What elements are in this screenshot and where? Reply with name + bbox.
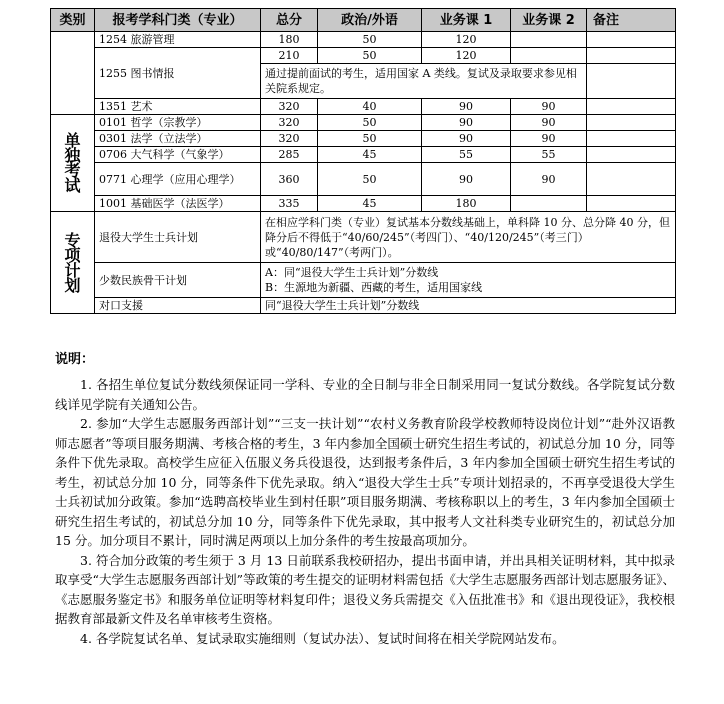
- course1-cell: 120: [422, 32, 511, 48]
- category-cell-single-exam: [51, 115, 95, 212]
- remark-cell: [587, 163, 676, 196]
- remark-merged-cell: 同“退役大学生士兵计划”分数线: [261, 298, 676, 314]
- remark-cell: [587, 48, 676, 64]
- total-cell: 285: [261, 147, 318, 163]
- remark-cell: [587, 196, 676, 212]
- remark-cell: [587, 115, 676, 131]
- subject-cell: 0101 哲学（宗教学）: [95, 115, 261, 131]
- category-char: 计: [64, 260, 81, 280]
- total-cell: 320: [261, 99, 318, 115]
- remark-cell: [587, 131, 676, 147]
- subject-cell: 1001 基础医学（法医学）: [95, 196, 261, 212]
- course1-cell: 120: [422, 48, 511, 64]
- course1-cell: 55: [422, 147, 511, 163]
- course1-cell: 90: [422, 115, 511, 131]
- course2-cell: [511, 48, 587, 64]
- category-char: 试: [64, 176, 81, 195]
- subject-cell: 1255 图书情报: [95, 48, 261, 99]
- header-total: 总分: [261, 9, 318, 32]
- subject-cell: 1254 旅游管理: [95, 32, 261, 48]
- remark-line: B：生源地为新疆、西藏的考生，适用国家线: [265, 281, 483, 294]
- category-char: 单: [64, 131, 81, 150]
- total-cell: 335: [261, 196, 318, 212]
- header-subject: 报考学科门类（专业）: [95, 9, 261, 32]
- course2-cell: [511, 32, 587, 48]
- notes-title: 说明：: [55, 352, 95, 367]
- course1-cell: 180: [422, 196, 511, 212]
- table-row: [51, 48, 676, 64]
- remark-merged-cell: [261, 263, 676, 298]
- course1-cell: 90: [422, 131, 511, 147]
- politics-cell: 50: [318, 163, 422, 196]
- subject-cell: 退役大学生士兵计划: [95, 212, 261, 263]
- politics-cell: 45: [318, 196, 422, 212]
- politics-cell: 40: [318, 99, 422, 115]
- politics-cell: 50: [318, 115, 422, 131]
- table-row: [51, 298, 676, 314]
- politics-cell: 50: [318, 32, 422, 48]
- header-category: 类别: [51, 9, 95, 32]
- header-course1: 业务课 1: [422, 9, 511, 32]
- note-paragraph: 1. 各招生单位复试分数线须保证同一学科、专业的全日制与非全日制采用同一复试分数线。各学院复试分数线详见学院有关通知公告。: [55, 377, 675, 412]
- header-course2: 业务课 2: [511, 9, 587, 32]
- remark-line: A：同“退役大学生士兵计划”分数线: [265, 266, 439, 279]
- note-paragraph: 4. 各学院复试名单、复试录取实施细则（复试办法）、复试时间将在相关学院网站发布。: [80, 630, 565, 646]
- subject-cell: 对口支援: [95, 298, 261, 314]
- course2-cell: 90: [511, 131, 587, 147]
- remark-cell: [587, 99, 676, 115]
- note-paragraph: 2. 参加“大学生志愿服务西部计划”“三支一扶计划”“农村义务教育阶段学校教师特设岗位计划”“赴外汉语教师志愿者”等项目服务期满、考核合格的考生，3 年内参加全国硕士研究生招生考试的，初试总分加 10 分，同等条件下优先录取。高校学生应征入伍服义务兵役退役，达到报考条件后，3 年内参加全国硕士研究生招生考试的考生，初试总分加 10 分，同等条件下优先录取。纳入“退役大学生士兵”专项计划招录的，不再享受退役大学生士兵初试加分政策。参加“选聘高校毕业生到村任职”项目服务期满、考核称职以上的考生，3 年内参加全国硕士研究生招生考试的，初试总分加 10 分，同等条件下优先录取，其中报考人文社科类专业研究生的，初试总分加 15 分。加分项目不累计，同时满足两项以上加分条件的考生按最高项加分。: [55, 416, 675, 548]
- total-cell: 180: [261, 32, 318, 48]
- category-char: 划: [64, 275, 81, 295]
- header-politics: 政治/外语: [318, 9, 422, 32]
- subject-cell: 0301 法学（立法学）: [95, 131, 261, 147]
- subject-cell: 0706 大气科学（气象学）: [95, 147, 261, 163]
- category-char: 专: [64, 230, 81, 250]
- category-char: 独: [64, 146, 81, 165]
- category-cell-general: [51, 32, 95, 115]
- table-row: [51, 196, 676, 212]
- table-row: [51, 147, 676, 163]
- course2-cell: 55: [511, 147, 587, 163]
- politics-cell: 50: [318, 131, 422, 147]
- table-row: [51, 115, 676, 131]
- category-char: 考: [64, 161, 81, 180]
- remark-cell: [587, 64, 676, 99]
- subject-cell: 1351 艺术: [95, 99, 261, 115]
- total-cell: 320: [261, 115, 318, 131]
- course2-cell: 90: [511, 163, 587, 196]
- politics-cell: 45: [318, 147, 422, 163]
- header-remark: 备注: [587, 9, 676, 32]
- table-row: [51, 99, 676, 115]
- category-char: 项: [64, 245, 81, 265]
- total-cell: 320: [261, 131, 318, 147]
- total-cell: 210: [261, 48, 318, 64]
- course2-cell: 90: [511, 99, 587, 115]
- subject-cell: 0771 心理学（应用心理学）: [95, 163, 261, 196]
- table-row: [51, 212, 676, 263]
- course2-cell: 90: [511, 115, 587, 131]
- total-cell: 360: [261, 163, 318, 196]
- course1-cell: 90: [422, 99, 511, 115]
- subject-cell: 少数民族骨干计划: [95, 263, 261, 298]
- table-row: [51, 263, 676, 298]
- table-header-row: [51, 9, 676, 32]
- category-cell-special-plan: [51, 212, 95, 314]
- course1-cell: 90: [422, 163, 511, 196]
- remark-cell: [587, 147, 676, 163]
- course2-cell: [511, 196, 587, 212]
- note-paragraph: 3. 符合加分政策的考生须于 3 月 13 日前联系我校研招办，提出书面申请，并出具相关证明材料，其中拟录取享受“大学生志愿服务西部计划”等政策的考生提交的证明材料需包括《大学生志愿服务西部计划志愿服务证》、《志愿服务鉴定书》和服务单位证明等材料复印件；退役义务兵需提交《入伍批准书》和《退出现役证》，我校根据教育部最新文件及名单审核考生资格。: [55, 552, 675, 626]
- remark-cell: [587, 32, 676, 48]
- score-table: [50, 8, 676, 314]
- table-row: [51, 32, 676, 48]
- table-row: [51, 131, 676, 147]
- notes-section: [55, 348, 675, 648]
- politics-cell: 50: [318, 48, 422, 64]
- table-row: [51, 163, 676, 196]
- remark-merged-cell: 通过提前面试的考生，适用国家 A 类线。复试及录取要求参见相关院系规定。: [261, 64, 587, 99]
- remark-merged-cell: 在相应学科门类（专业）复试基本分数线基础上，单科降 10 分、总分降 40 分，但降分后不得低于“40/60/245”（考四门）、“40/120/245”（考三门）或“40/80/147”（考两门）。: [261, 212, 676, 263]
